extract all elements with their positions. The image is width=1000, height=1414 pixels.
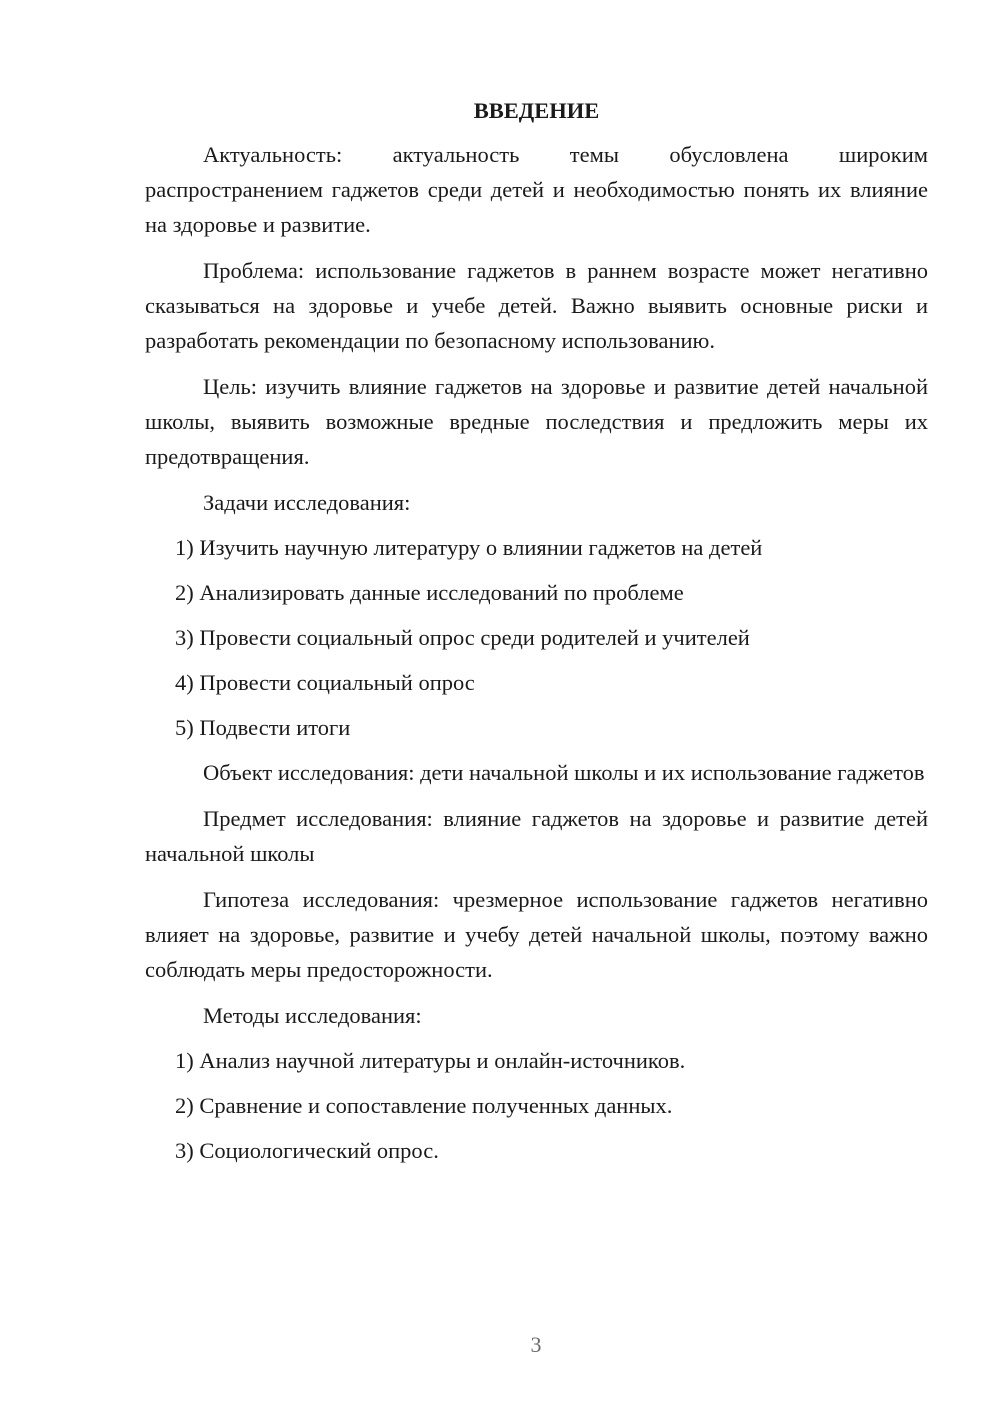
method-item: 2) Сравнение и сопоставление полученных данных. xyxy=(175,1093,673,1118)
task-item: 3) Провести социальный опрос среди родителей и учителей xyxy=(175,625,750,650)
goal-paragraph: Цель: изучить влияние гаджетов на здоровье и развитие детей начальной школы, выявить возможные вредные последствия и предложить меры их предотвращения. xyxy=(145,374,928,469)
task-item: 2) Анализировать данные исследований по проблеме xyxy=(175,580,684,605)
method-item: 1) Анализ научной литературы и онлайн-источников. xyxy=(175,1048,686,1073)
relevance-paragraph: Актуальность: актуальность темы обусловлена широким распространением гаджетов среди детей и необходимостью понять их влияние на здоровье и развитие. xyxy=(145,142,928,237)
method-item: 3) Социологический опрос. xyxy=(175,1138,439,1163)
page-number: 3 xyxy=(530,1332,542,1357)
section-heading: ВВЕДЕНИЕ xyxy=(473,98,600,123)
subject-paragraph: Предмет исследования: влияние гаджетов на здоровье и развитие детей начальной школы xyxy=(145,806,928,866)
object-paragraph: Объект исследования: дети начальной школы и их использование гаджетов xyxy=(203,760,925,785)
hypothesis-paragraph: Гипотеза исследования: чрезмерное использование гаджетов негативно влияет на здоровье, развитие и учебу детей начальной школы, поэтому важно соблюдать меры предосторожности. xyxy=(145,887,928,982)
page-content xyxy=(145,96,928,1178)
methods-label: Методы исследования: xyxy=(203,1003,422,1028)
tasks-label: Задачи исследования: xyxy=(203,490,411,515)
task-item: 5) Подвести итоги xyxy=(175,715,351,740)
task-item: 4) Провести социальный опрос xyxy=(175,670,475,695)
task-item: 1) Изучить научную литературу о влиянии гаджетов на детей xyxy=(175,535,763,560)
tasks-list xyxy=(145,530,928,745)
problem-paragraph: Проблема: использование гаджетов в раннем возрасте может негативно сказываться на здоровье и учебе детей. Важно выявить основные риски и разработать рекомендации по безопасному использованию. xyxy=(145,258,928,353)
methods-list xyxy=(145,1043,928,1168)
